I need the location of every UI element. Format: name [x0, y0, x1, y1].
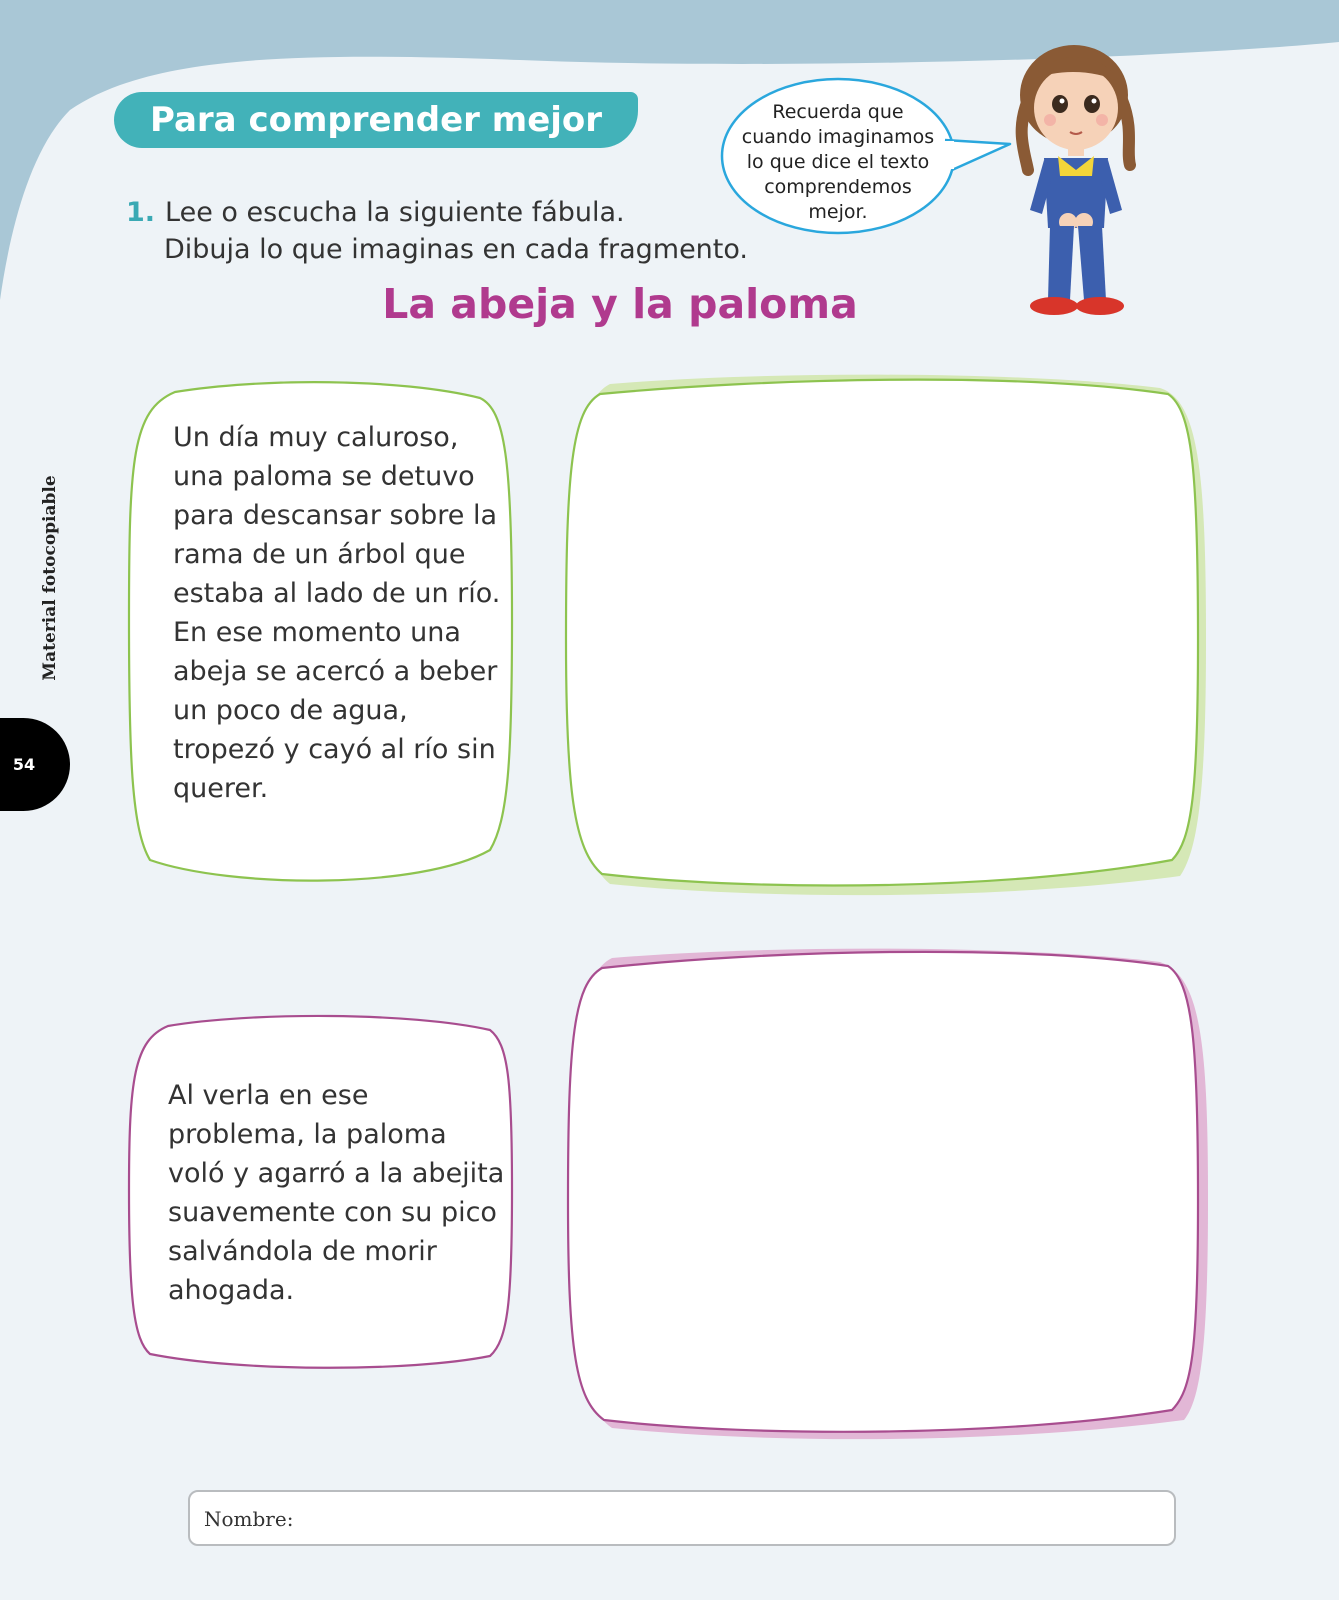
fragment-2-text: Al verla en ese problema, la paloma voló y agarró a la abejita suavemente con su pico salvándola de morir ahogada. [168, 1080, 505, 1306]
instruction-line-1: Lee o escucha la siguiente fábula. [165, 197, 625, 228]
bubble-line: Recuerda que [772, 101, 904, 123]
fragment-1-text: Un día muy caluroso, una paloma se detuvo para descansar sobre la rama de un árbol que estaba al lado de un río. En ese momento una abeja se acercó a beber un poco de agua, tropezó y cayó al río sin querer. [173, 422, 501, 804]
instruction-line-2: Dibuja lo que imaginas en cada fragmento. [164, 234, 749, 265]
name-field[interactable] [188, 1490, 1176, 1546]
fragment-1-drawing-box [566, 380, 1198, 886]
girl-illustration [1020, 45, 1130, 315]
bubble-line: cuando imaginamos [741, 126, 935, 148]
section-title: Para comprender mejor [149, 100, 603, 140]
section-header [114, 92, 638, 148]
bubble-line: lo que dice el texto [746, 151, 930, 173]
speech-bubble-text [738, 100, 938, 225]
name-label: Nombre: [204, 1507, 294, 1531]
fragment-2-drawing-box [568, 952, 1198, 1432]
page-number: 54 [12, 755, 36, 774]
instruction-number: 1. [126, 197, 156, 228]
bubble-line: mejor. [808, 201, 868, 223]
bubble-line: comprendemos [764, 176, 912, 198]
instruction [126, 194, 748, 268]
side-label: Material fotocopiable [40, 475, 60, 681]
fable-title: La abeja y la paloma [382, 280, 858, 328]
